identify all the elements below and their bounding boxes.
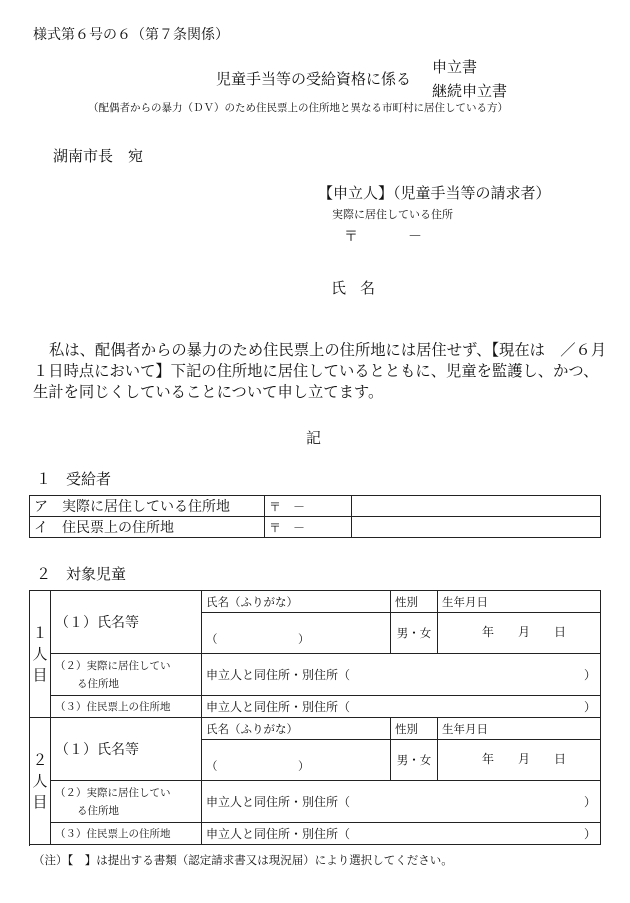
title-option-continuation: 継続申立書 bbox=[432, 82, 508, 100]
sex-select[interactable]: 男・女 bbox=[391, 740, 438, 781]
section-children-heading: ２ 対象児童 bbox=[36, 565, 127, 583]
ordinal-unit: 人 bbox=[32, 771, 48, 790]
sex-select[interactable]: 男・女 bbox=[391, 613, 438, 654]
dob-input[interactable]: 年 月 日 bbox=[438, 613, 601, 654]
dob-input[interactable]: 年 月 日 bbox=[438, 740, 601, 781]
addressee: 湖南市長 宛 bbox=[53, 147, 144, 165]
dob-header: 生年月日 bbox=[438, 591, 601, 613]
ordinal-suffix: 目 bbox=[32, 665, 48, 684]
row-label: イ 住民票上の住所地 bbox=[30, 517, 265, 538]
applicant-name-label: 氏名 bbox=[331, 279, 390, 297]
name-header: 氏名（ふりがな） bbox=[202, 718, 391, 740]
name-label: （１）氏名等 bbox=[51, 718, 202, 781]
postal-mark: 〒 bbox=[344, 229, 358, 245]
kana-parens bbox=[206, 631, 386, 651]
table-row bbox=[30, 781, 601, 823]
footnote: （注）【 】は提出する書類（認定請求書又は現況届）により選択してください。 bbox=[33, 853, 453, 867]
actual-address-input[interactable]: 申立人と同住所・別住所（ ） bbox=[202, 781, 601, 823]
actual-address-label: （２）実際に居住してい る住所地 bbox=[51, 654, 202, 696]
table-row bbox=[30, 591, 601, 613]
paren-close: ） bbox=[298, 632, 310, 646]
dob-header: 生年月日 bbox=[438, 718, 601, 740]
declaration-text: 私は、配偶者からの暴力のため住民票上の住所地には居住せず、【現在は ／６月１日時点において】下記の住所地に居住しているとともに、児童を監護し、かつ、生計を同じくしていることについて申し立てます。 bbox=[33, 341, 607, 401]
applicant-address-label: 実際に居住している住所 bbox=[332, 208, 453, 221]
resident-address-input[interactable]: 申立人と同住所・別住所（ ） bbox=[202, 696, 601, 718]
child-ordinal bbox=[30, 591, 51, 718]
section-recipient-heading: １ 受給者 bbox=[36, 470, 112, 488]
title-option-application: 申立書 bbox=[432, 58, 478, 76]
ordinal-suffix: 目 bbox=[32, 792, 48, 811]
paren-open: （ bbox=[206, 632, 218, 646]
paren-close: ） bbox=[298, 759, 310, 773]
ordinal-unit: 人 bbox=[32, 644, 48, 663]
table-row bbox=[30, 517, 601, 538]
name-label: （１）氏名等 bbox=[51, 591, 202, 654]
sex-header: 性別 bbox=[391, 718, 438, 740]
applicant-heading: 【申立人】（児童手当等の請求者） bbox=[318, 184, 551, 202]
resident-address-input[interactable] bbox=[352, 517, 601, 538]
postal-cell[interactable]: 〒 － bbox=[265, 517, 352, 538]
actual-address-label: （２）実際に居住してい る住所地 bbox=[51, 781, 202, 823]
target-children-table bbox=[29, 590, 601, 845]
row-label: ア 実際に居住している住所地 bbox=[30, 496, 265, 517]
postal-cell[interactable]: 〒 － bbox=[265, 496, 352, 517]
table-row bbox=[30, 823, 601, 845]
ordinal-number: １ bbox=[32, 623, 48, 642]
kana-parens bbox=[206, 758, 386, 778]
actual-address-input[interactable]: 申立人と同住所・別住所（ ） bbox=[202, 654, 601, 696]
sex-header: 性別 bbox=[391, 591, 438, 613]
table-row bbox=[30, 718, 601, 740]
form-title: 児童手当等の受給資格に係る bbox=[216, 70, 412, 88]
ordinal-number: ２ bbox=[32, 750, 48, 769]
paren-open: （ bbox=[206, 759, 218, 773]
actual-address-input[interactable] bbox=[352, 496, 601, 517]
resident-address-label: （３）住民票上の住所地 bbox=[51, 823, 202, 845]
ki-heading: 記 bbox=[306, 429, 322, 447]
form-subtitle: （配偶者からの暴力（ＤＶ）のため住民票上の住所地と異なる市町村に居住している方） bbox=[88, 102, 508, 114]
name-header: 氏名（ふりがな） bbox=[202, 591, 391, 613]
table-row bbox=[30, 696, 601, 718]
form-number: 様式第６号の６（第７条関係） bbox=[33, 27, 229, 43]
resident-address-label: （３）住民票上の住所地 bbox=[51, 696, 202, 718]
child-ordinal bbox=[30, 718, 51, 845]
resident-address-input[interactable]: 申立人と同住所・別住所（ ） bbox=[202, 823, 601, 845]
recipient-address-table bbox=[29, 495, 601, 538]
name-input[interactable] bbox=[202, 740, 391, 781]
table-row bbox=[30, 496, 601, 517]
postal-dash: － bbox=[408, 229, 422, 245]
table-row bbox=[30, 654, 601, 696]
name-input[interactable] bbox=[202, 613, 391, 654]
